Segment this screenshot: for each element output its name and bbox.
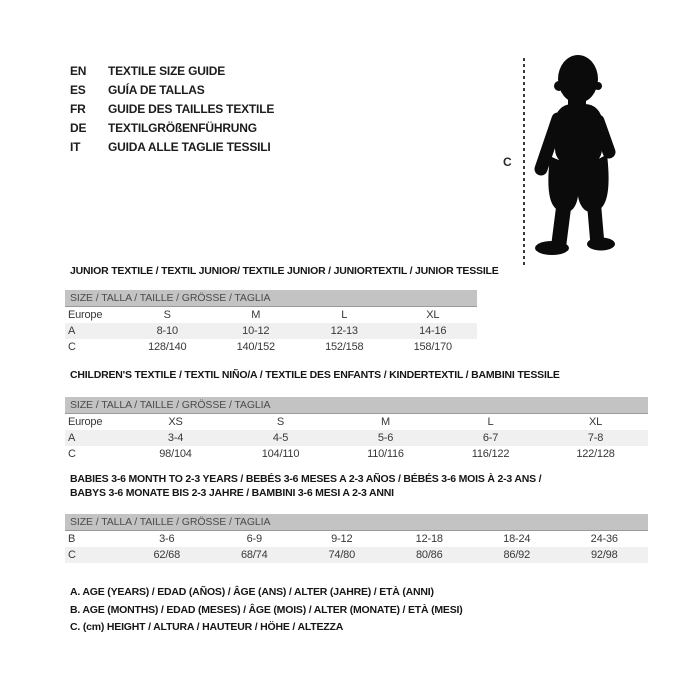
language-code: IT [70,140,81,154]
table-cell: 62/68 [153,549,181,561]
table-cell: 12-13 [330,325,358,337]
table-row [65,531,648,547]
table-cell: 74/80 [328,549,356,561]
table-header: SIZE / TALLA / TAILLE / GRÖSSE / TAGLIA [65,514,648,531]
table-cell: 9-12 [331,533,353,545]
row-label: C [68,448,76,460]
table-cell: 104/110 [261,448,300,460]
table-cell: 5-6 [377,432,394,444]
height-measure-dotted-line [523,58,525,266]
table-cell: 12-18 [415,533,443,545]
footnote-line: C. (cm) HEIGHT / ALTURA / HAUTEUR / HÖHE / ALTEZZA [70,621,344,633]
table-cell: 3-4 [167,432,184,444]
table-cell: 3-6 [159,533,175,545]
footnote-line: A. AGE (YEARS) / EDAD (AÑOS) / ÂGE (ANS) / ALTER (JAHRE) / ETÀ (ANNI) [70,586,434,598]
table-row [65,430,648,446]
table-cell: 122/128 [576,448,615,460]
table-cell: M [381,416,390,428]
section-title-line: BABYS 3-6 MONATE BIS 2-3 JAHRE / BAMBINI 3-6 MESI A 2-3 ANNI [70,486,394,499]
language-row [70,138,274,157]
table-cell: 10-12 [242,325,270,337]
table-row [65,446,648,462]
language-label: TEXTILGRÖßENFÜHRUNG [108,121,257,135]
table-cell: 6-7 [482,432,499,444]
table-row [65,547,648,563]
section-title-line: JUNIOR TEXTILE / TEXTIL JUNIOR/ TEXTILE JUNIOR / JUNIORTEXTIL / JUNIOR TESSILE [70,265,499,277]
table-cell: 68/74 [240,549,268,561]
section-title-children [70,369,560,383]
height-measure-label: C [503,155,512,169]
row-label: C [68,549,76,561]
language-code: DE [70,121,87,135]
table-cell: L [341,309,348,321]
table-cell: 128/140 [148,341,187,353]
table-cell: 116/122 [471,448,510,460]
table-row [65,339,477,355]
language-label: GUIDE DES TAILLES TEXTILE [108,102,275,116]
row-label: Europe [68,416,103,428]
table-cell: 110/116 [367,448,404,460]
section-title-line: CHILDREN'S TEXTILE / TEXTIL NIÑO/A / TEXTILE DES ENFANTS / KINDERTEXTIL / BAMBINI TESSILE [70,369,560,381]
section-title-line: BABIES 3-6 MONTH TO 2-3 YEARS / BEBÉS 3-6 MESES A 2-3 AÑOS / BÉBÉS 3-6 MOIS À 2-3 ANS / [70,473,542,485]
language-label: TEXTILE SIZE GUIDE [108,64,226,78]
table-cell: 158/170 [413,341,452,353]
row-label: A [68,432,76,444]
footnote-line: B. AGE (MONTHS) / EDAD (MESES) / ÂGE (MOIS) / ALTER (MONATE) / ETÀ (MESI) [70,603,463,616]
language-label: GUIDA ALLE TAGLIE TESSILI [108,140,271,154]
language-row [70,119,274,138]
table-cell: 80/86 [415,549,443,561]
section-title-junior [70,265,499,279]
language-row [70,62,274,81]
table-cell: 86/92 [503,549,531,561]
language-code: ES [70,83,86,97]
table-cell: 14-16 [419,325,447,337]
table-cell: 152/158 [325,341,364,353]
language-list [70,62,274,157]
table-cell: L [487,416,494,428]
table-cell: 8-10 [156,325,178,337]
language-code: FR [70,102,86,116]
size-table-junior [65,290,477,355]
table-cell: S [163,309,171,321]
size-table-children [65,397,648,462]
row-label: Europe [68,309,103,321]
table-cell: 24-36 [590,533,618,545]
language-row [70,81,274,100]
table-cell: 98/104 [159,448,192,460]
table-header: SIZE / TALLA / TAILLE / GRÖSSE / TAGLIA [65,290,477,307]
table-cell: 92/98 [590,549,618,561]
table-header: SIZE / TALLA / TAILLE / GRÖSSE / TAGLIA [65,397,648,414]
table-cell: 7-8 [587,432,604,444]
language-label: GUÍA DE TALLAS [108,83,205,97]
table-cell: 6-9 [246,533,262,545]
table-row [65,323,477,339]
footnotes [70,584,463,637]
section-title-babies [70,473,541,500]
table-cell: S [276,416,285,428]
table-cell: 140/152 [236,341,275,353]
language-row [70,100,274,119]
row-label: C [68,341,76,353]
table-cell: XL [426,309,440,321]
table-row [65,414,648,430]
table-cell: XS [168,416,183,428]
row-label: B [68,533,76,545]
size-table-babies [65,514,648,563]
language-code: EN [70,64,87,78]
table-row [65,307,477,323]
baby-silhouette-icon [528,52,624,262]
table-cell: 4-5 [272,432,289,444]
table-cell: 18-24 [503,533,531,545]
row-label: A [68,325,76,337]
table-cell: M [251,309,261,321]
table-cell: XL [588,416,603,428]
